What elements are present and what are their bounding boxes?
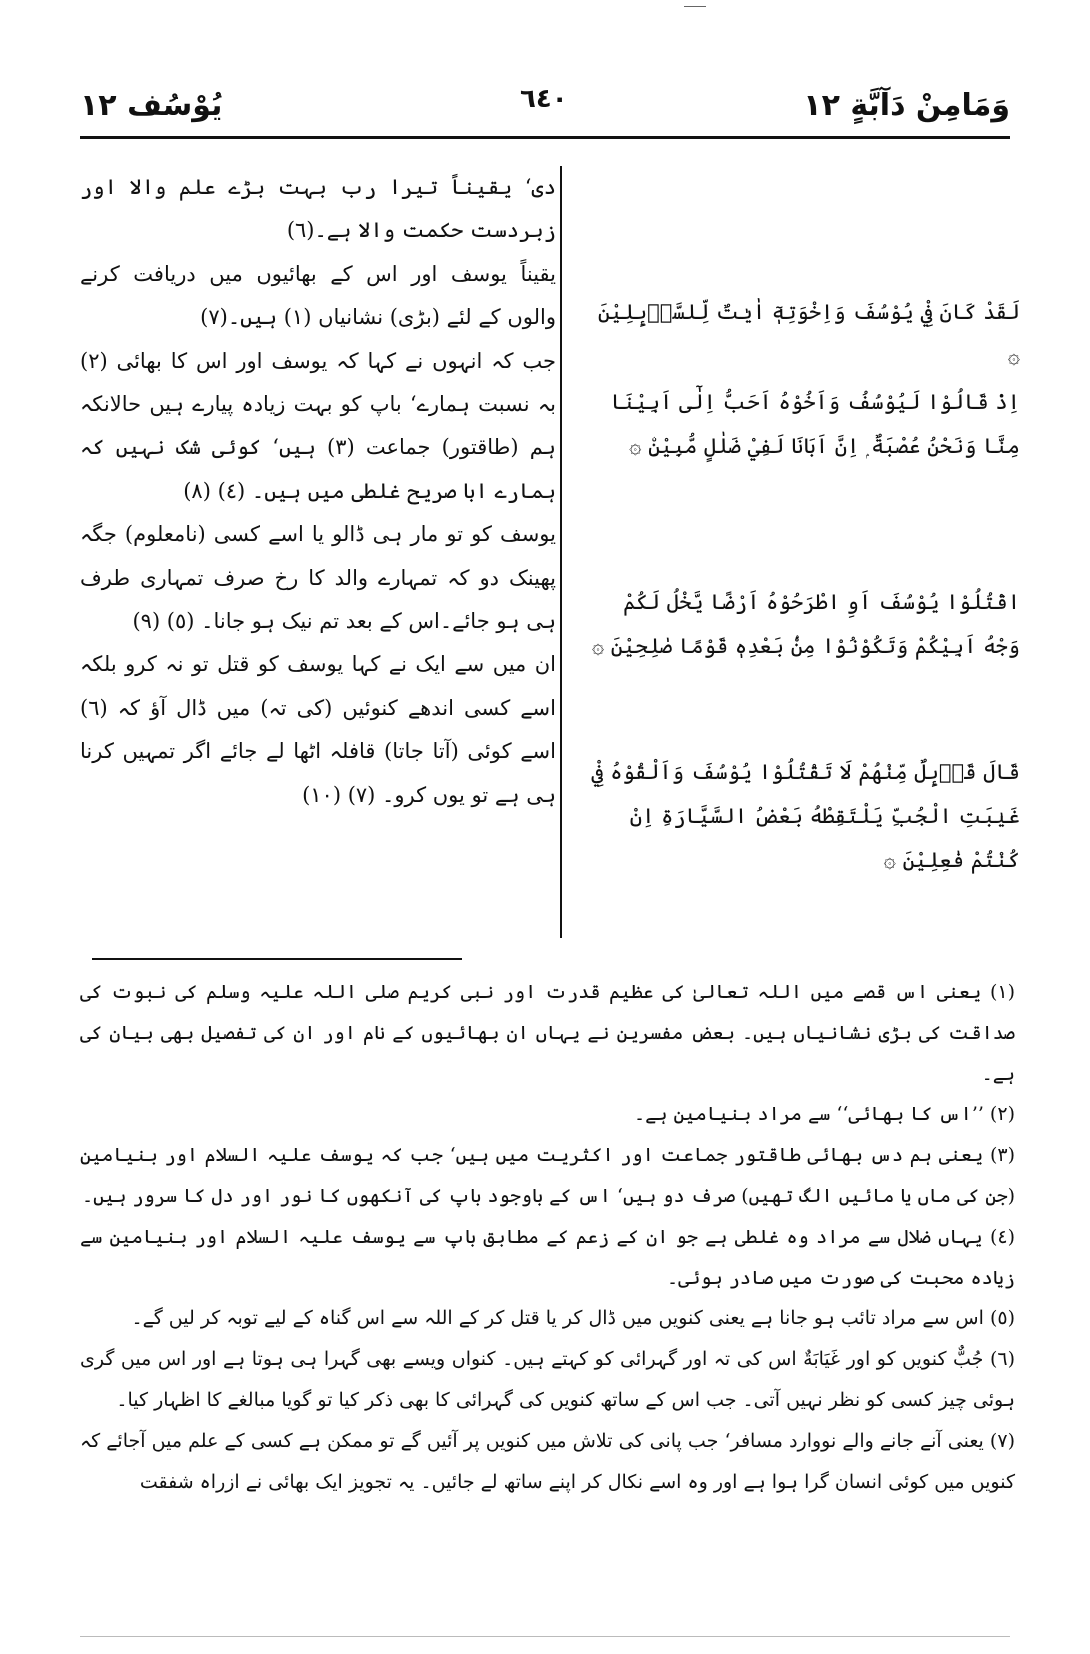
arabic-verse-8: اِذْ قَالُوْا لَيُوْسُفُ وَاَخُوْهُ اَحَبُّ اِلٰٓى اَبِيْنَا مِنَّا وَنَحْنُ عُصْبَةٌ ۭ اِنَّ اَبَانَا لَفِيْ ضَلٰلٍ مُّبِيْنِۨ ۞: [610, 390, 1020, 458]
column-divider: [560, 166, 562, 938]
translation-verse-6: دی‘ یقیناً تیرا رب بہت بڑے علم والا اور زبردست حکمت والا ہے۔(٦): [80, 175, 556, 243]
footnotes: [80, 972, 1015, 1502]
footnote-6: (٦) جُبٌّ کنویں کو اور غَيَابَةٌ اس کی تہ اور گہرائی کو کہتے ہیں۔ کنواں ویسے بھی گہرا ہی ہوتا ہے اور اس میں گری ہوئی چیز کسی کو نظر نہیں آتی۔ جب اس کے ساتھ کنویں کی گہرائی کا بھی ذکر کیا تو گویا مبالغے کا اظہار کیا۔: [80, 1348, 1015, 1411]
surah-title: يُوْسُف ١٢: [80, 88, 223, 123]
footnote-3: (٣) یعنی ہم دس بھائی طاقتور جماعت اور اکثریت میں ہیں‘ جب کہ یوسف علیہ السلام اور بنیامین (جن کی ماں یا مائیں الگ تھیں) صرف دو ہیں‘ اس کے باوجود باپ کی آنکھوں کا نور اور دل کا سرور ہیں۔: [80, 1144, 1015, 1207]
footnote-1: (١) یعنی اس قصے میں اللہ تعالیٰ کی عظیم قدرت اور نبی کریم صلی اللہ علیہ وسلم کی نبوت کی صداقت کی بڑی نشانیاں ہیں۔ بعض مفسرین نے یہاں ان بھائیوں کے نام اور ان کی تفصیل بھی بیان کی ہے۔: [80, 981, 1015, 1085]
translation-verse-8: جب کہ انہوں نے کہا کہ یوسف اور اس کا بھائی (٢) بہ نسبت ہمارے‘ باپ کو بہت زیادہ پیارے ہیں حالانکہ ہم (طاقتور) جماعت (٣) ہیں‘ کوئی شک نہیں کہ ہمارے ابا صریح غلطی میں ہیں۔ (٤) (٨): [80, 348, 556, 503]
footnote-5: (٥) اس سے مراد تائب ہو جانا ہے یعنی کنویں میں ڈال کر یا قتل کر کے اللہ سے اس گناہ کے لیے توبہ کر لیں گے۔: [131, 1307, 1015, 1330]
translation-verse-9: یوسف کو تو مار ہی ڈالو یا اسے کسی (نامعلوم) جگہ پھینک دو کہ تمہارے والد کا رخ صرف تمہاری طرف ہی ہو جائے۔اس کے بعد تم نیک ہو جانا۔ (٥) (٩): [80, 522, 556, 634]
footnote-4: (٤) یہاں ضلال سے مراد وہ غلطی ہے جو ان کے زعم کے مطابق باپ سے یوسف علیہ السلام اور بنیامین سے زیادہ محبت کی صورت میں صادر ہوئی۔: [80, 1225, 1015, 1289]
para-title: وَمَامِنْ دَآبَّةٍ ١٢: [803, 88, 1010, 123]
urdu-translation-column: [80, 166, 556, 817]
header-rule: [80, 136, 1010, 139]
footnote-7: (٧) یعنی آنے جانے والے نووارد مسافر‘ جب پانی کی تلاش میں کنویں پر آئیں گے تو ممکن ہے کسی کے علم میں آجائے کہ کنویں میں کوئی انسان گرا ہوا ہے اور وہ اسے نکال کر اپنے ساتھ لے جائیں۔ یہ تجویز ایک بھائی نے ازراہ شفقت: [80, 1429, 1015, 1493]
footnote-rule: [92, 958, 462, 960]
page-number: ٦٤٠: [520, 84, 568, 114]
translation-verse-7: یقیناً یوسف اور اس کے بھائیوں میں دریافت کرنے والوں کے لئے (بڑی) نشانیاں (١) ہیں۔(٧): [80, 261, 556, 330]
top-margin-mark: [684, 6, 706, 7]
arabic-verse-9: اقْتُلُوْا يُوْسُفَ اَوِ اطْرَحُوْهُ اَرْضًا يَّخْلُ لَكُمْ وَجْهُ اَبِيْكُمْ وَتَكُوْنُوْا مِنْۢ بَعْدِهٖ قَوْمًا صٰلِحِيْنَ ۞: [591, 590, 1020, 658]
page-header: [80, 84, 1010, 130]
arabic-verse-7: لَقَدْ كَانَ فِيْ يُوْسُفَ وَاِخْوَتِهٖٓ اٰيٰتٌ لِّلسَّاۗىِٕلِيْنَ ۞: [597, 300, 1020, 368]
footnote-2: (٢) ’’اس کا بھائی‘‘ سے مراد بنیامین ہے۔: [634, 1103, 1015, 1126]
arabic-verse-10: قَالَ قَاۗىِٕلٌ مِّنْهُمْ لَا تَقْتُلُوْا يُوْسُفَ وَاَلْقُوْهُ فِيْ غَيٰبَتِ الْجُبِّ يَلْتَقِطْهُ بَعْضُ السَّيَّارَةِ اِنْ كُنْتُمْ فٰعِلِيْنَ ۞: [591, 760, 1020, 872]
translation-verse-10: ان میں سے ایک نے کہا یوسف کو قتل تو نہ کرو بلکہ اسے کسی اندھے کنوئیں (کی تہ) میں ڈال آؤ کہ (٦) اسے کوئی (آتا جاتا) قافلہ اٹھا لے جائے اگر تمہیں کرنا ہی ہے تو یوں کرو۔ (٧) (١٠): [80, 652, 556, 807]
bottom-rule: [80, 1636, 1010, 1637]
